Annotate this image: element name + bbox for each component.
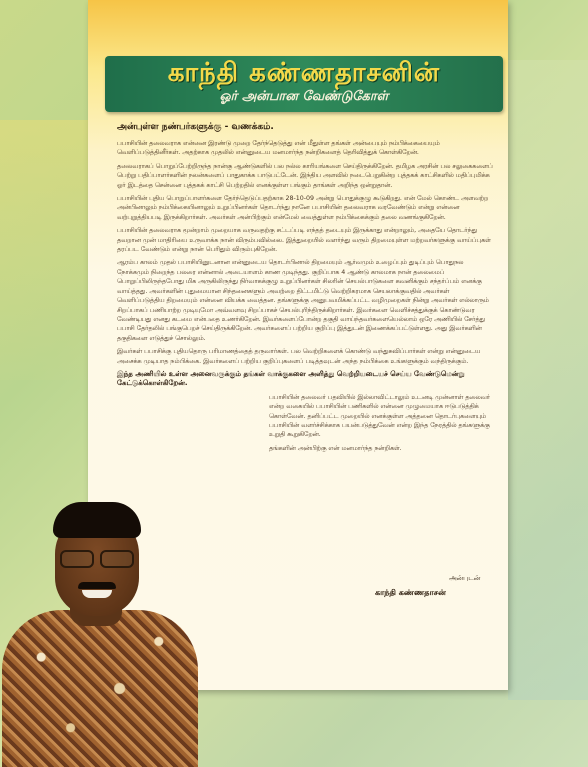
title-banner xyxy=(105,56,503,112)
thanks-line: தங்களின் அன்பிற்கு என் மனமார்ந்த நன்றிகள். xyxy=(269,444,402,452)
paragraph-1: பபாசியின் தலைவராக என்னை இரண்டு முறை தேர்ந்தெடுத்து என் மீதுள்ள தங்கள் அன்பையும் நம்பிக்கையையும் வெளிப்படுத்தினீர்கள். அதற்காக முதலில் என்னுடைய மனமார்ந்த நன்றிகளைத் தெரிவித்துக் கொள்கிறேன். xyxy=(117,140,440,157)
paragraph-6: இவர்கள் பபாசிக்கு புதியதொரு பரிமாணத்தைத் தருவார்கள். பல வெற்றிகளைக் கொண்டு வந்துசுவிப்பார்கள் என்று என்னுடைய அசைக்க முடியாத நம்பிக்கை. இவர்களைப் பற்றிய குறிப்புகளைப் படித்தவுடன் அந்த நம்பிக்கை உங்களுக்கும் வந்திருக்கும். xyxy=(117,348,481,365)
patterned-shirt xyxy=(2,610,198,767)
hair xyxy=(53,502,141,538)
with-love: அன்புடன் xyxy=(449,574,481,582)
paragraph-2: தலைவராகப் பொறுப்பேற்றிருந்த நான்கு ஆண்டுகளில் பல நல்ல காரியங்களை செய்திருக்கிறேன். தமிழக அரசின் பல சலுகைகளைப் பெற்று பதிப்பாளர்களின் நலன்களைப் பாதுகாக்க பாடுபட்டேன். இந்திய அளவில் நடைபெறுகின்ற புத்தகக் காட்சிகளில் மதிப்புமிக்க ஓர் இடத்தை சென்னை புத்தகக் காட்சி பெற்றதில் எனக்குள்ள பங்கும் தாங்கள் அறிந்த ஒன்றுதான். xyxy=(117,162,493,189)
salutation: அன்புள்ள நண்பர்களுக்கு - வணக்கம். xyxy=(117,122,274,132)
closing-paragraph: பபாசியின் தலைவர் பதவியில் இல்லாவிட்டாலும் உடனடி முன்னாள் தலைவர் என்ற வகையில் பபாசியின் பணிகளில் என்னை முழுமையாக ஈடுபடுத்திக் கொள்வேன். தனிப்பட்ட முறையில் எனக்குள்ள அத்தனை தொடர்புகளையும் பபாசியின் வளர்ச்சிக்காக பயன்படுத்துவேன் என்ற இந்த நேரத்தில் தங்களுக்கு உறுதி கூறுகிறேன். xyxy=(269,393,490,439)
paragraph-5: ஆரம்ப காலம் முதல் பபாசியினுடனான என்னுடைய தொடர்பினால் திறமையும் ஆர்வமும் உழைப்பும் துடிப்பும் பொதுநல நோக்கமும் நிறைந்த பலரை என்னால் அடையாளம் காண முடிந்தது. குறிப்பாக 4 ஆண்டு காலமாக நான் தலைமைப் பொறுப்பிலிருந்தபோது மிக அருகிலிருந்து நிர்வாகக்குழு உறுப்பினர்கள் சிலரின் செயல்பாடுகளை கவனிக்கும் சந்தர்ப்பம் எனக்கு வாய்த்தது. அவர்களின் புதுமையான சிந்தனைகளும் அவற்றை திட்டமிட்டு வெற்றிகரமாக செயலாக்குவதில் அவர்கள் வெளிப்படுத்திய திறமையும் என்னை வியக்க வைத்தன. தங்களுக்கு அனுபவமிக்கப்பட்ட வழிமுறைகள் நின்று அவர்கள் எல்லாரும் சிறப்பாகப் பணியாற்ற முடியுமோ அவ்வளவு சிறப்பாகச் செயல்புரிந்திருக்கிறார்கள். இவர்களை வெளிச்சத்துக்குக் கொண்டுவர வேண்டியது எனது கடமை என்பதை உணர்கிறேன். இவர்களைப்போன்ற தகுதி வாய்ந்தவர்களையெல்லாம் ஒரே அணியில் சேர்த்து பபாசி தேர்தலில் பங்குபெறச் செய்திருக்கிறேன். அவர்களைப் பற்றிய குறிப்பு இத்துடன் இணைக்கப்பட்டுள்ளது. அது இவர்களின் தகுதிகளை எடுத்துச் சொல்லும். xyxy=(117,259,489,342)
letter-body xyxy=(117,122,497,457)
banner-title: காந்தி கண்ணதாசனின் xyxy=(167,58,441,88)
background-streak-right xyxy=(508,60,588,700)
mustache xyxy=(78,582,116,589)
glasses xyxy=(60,550,134,566)
appeal-paragraph: இந்த அணியில் உள்ள அனைவருக்கும் தங்கள் வாக்குகளை அளித்து வெற்றியடையச் செய்ய வேண்டுமென்று கேட்டுக்கொள்கிறேன். xyxy=(117,369,465,388)
smile xyxy=(82,590,112,598)
paragraph-4: பபாசியின் தலைவராக மூன்றாம் முறையாக வருவதற்கு சட்டப்படி எந்தத் தடையும் இருக்காது என்றாலும், அதையே தொடர்ந்து தவறான முன் மாதிரியை உருவாக்க நான் விரும்பவில்லை. இத்துறையில் வளர்ந்து வரும் திறமையுள்ள மற்றவர்களுக்கு வாய்ப்புகள் தரப்பட வேண்டும் என்று நான் பெரிதும் விரும்புகிறேன். xyxy=(117,227,491,254)
background-streak-left xyxy=(0,120,90,380)
banner-subtitle: ஓர் அன்பான வேண்டுகோள் xyxy=(219,89,389,104)
paragraph-3: பபாசியின் புதிய பொறுப்பாளர்களை தேர்ந்தெடுப்பதற்காக 28-10-09 அன்று பொதுக்குழு கூடுகிறது. என் மேல் கொண்ட அளவற்ற அன்பினாலும் நம்பிக்கையினாலும் உறுப்பினர்கள் தொடர்ந்து நானே பபாசியின் தலைவராக வரவேண்டும் என்று என்னை வற்புறுத்தியபடி இருக்கிறார்கள். அவர்கள் அன்பிற்கும் என்மேல் வைத்துள்ள நம்பிக்கைக்கும் தலை வணங்குகிறேன். xyxy=(117,195,489,221)
author-photo xyxy=(0,490,200,767)
signature: காந்தி கண்ணதாசன் xyxy=(375,588,446,597)
